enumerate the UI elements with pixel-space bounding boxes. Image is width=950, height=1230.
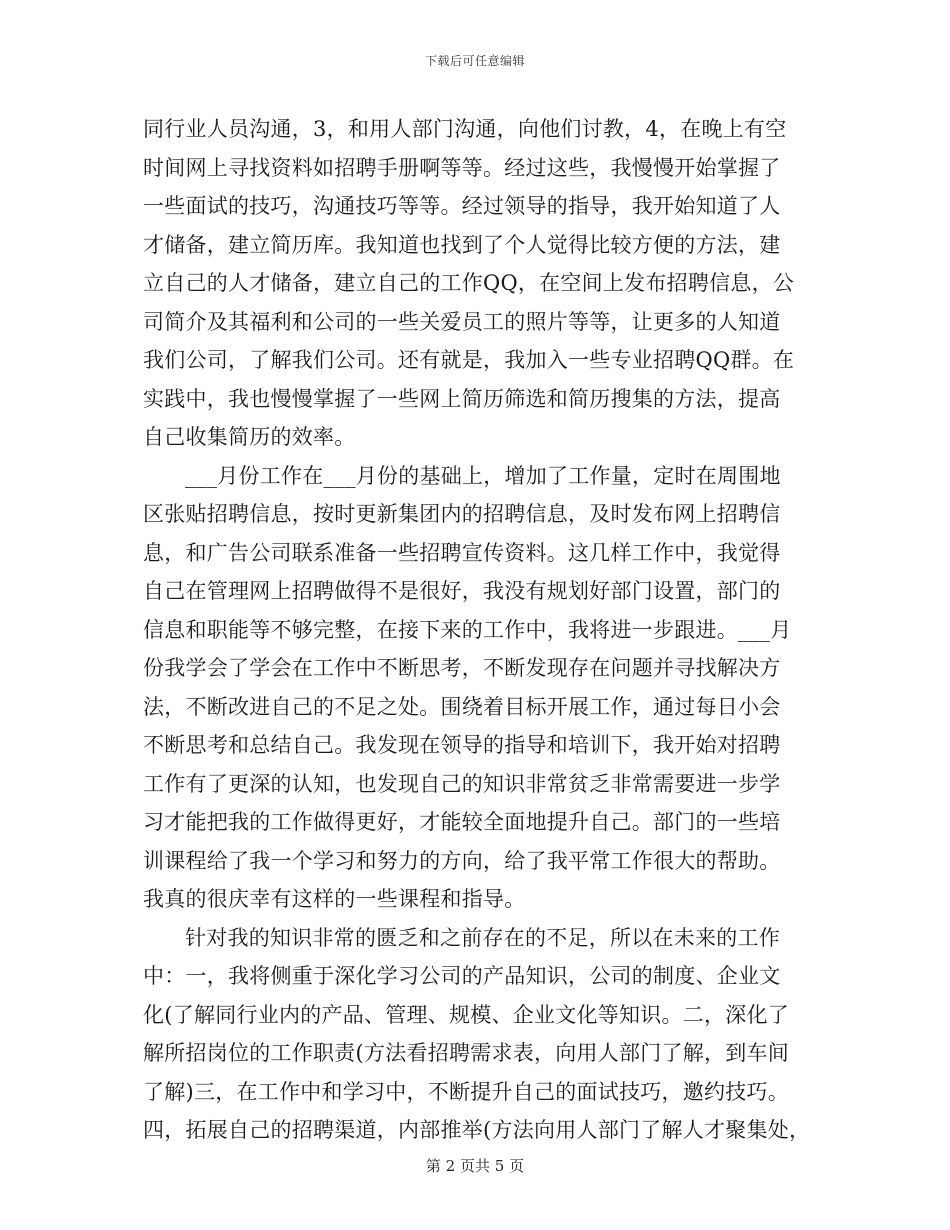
paragraph-1-line: 实践中，我也慢慢掌握了一些网上简历筛选和简历搜集的方法，提高 xyxy=(143,386,781,411)
paragraph-2-line: 训课程给了我一个学习和努力的方向，给了我平常工作很大的帮助。 xyxy=(143,848,781,873)
paragraph-1-line: 司简介及其福利和公司的一些关爱员工的照片等等，让更多的人知道 xyxy=(143,309,781,334)
paragraph-2-line: 法，不断改进自己的不足之处。围绕着目标开展工作，通过每日小会 xyxy=(143,694,781,719)
paragraph-3-line: 针对我的知识非常的匮乏和之前存在的不足，所以在未来的工作 xyxy=(185,925,780,950)
paragraph-2-line: 份我学会了学会在工作中不断思考，不断发现存在问题并寻找解决方 xyxy=(143,656,781,680)
page-header: 下载后可任意编辑 xyxy=(424,54,525,68)
page-number-footer: 第 2 页共 5 页 xyxy=(425,1157,525,1175)
paragraph-2-line: 区张贴招聘信息，按时更新集团内的招聘信息，及时发布网上招聘信 xyxy=(143,502,781,526)
paragraph-1-line: 同行业人员沟通，3，和用人部门沟通，向他们讨教，4，在晚上有空 xyxy=(143,117,787,141)
paragraph-2-line: ___月份工作在___月份的基础上，增加了工作量，定时在周围地 xyxy=(185,463,781,488)
paragraph-3-line: 中：一，我将侧重于深化学习公司的产品知识，公司的制度、企业文 xyxy=(143,964,781,988)
paragraph-2-line: 自己在管理网上招聘做得不是很好，我没有规划好部门设置，部门的 xyxy=(143,579,781,603)
paragraph-3-line: 化(了解同行业内的产品、管理、规模、企业文化等知识。二，深化了 xyxy=(143,1002,789,1027)
paragraph-1-line: 立自己的人才储备，建立自己的工作QQ，在空间上发布招聘信息，公 xyxy=(143,271,795,295)
paragraph-2-line: 信息和职能等不够完整，在接下来的工作中，我将进一步跟进。___月 xyxy=(143,617,792,642)
paragraph-2-line: 习才能把我的工作做得更好，才能较全面地提升自己。部门的一些培 xyxy=(143,810,781,834)
paragraph-3-line: 解所招岗位的工作职责(方法看招聘需求表，向用人部门了解，到车间 xyxy=(143,1041,789,1065)
document-body xyxy=(143,110,823,1150)
paragraph-1-line: 才储备，建立简历库。我知道也找到了个人觉得比较方便的方法，建 xyxy=(143,232,781,257)
paragraph-2-line: 工作有了更深的认知，也发现自己的知识非常贫乏非常需要进一步学 xyxy=(143,771,781,796)
paragraph-3-line: 了解)三，在工作中和学习中，不断提升自己的面试技巧，邀约技巧。 xyxy=(143,1079,789,1104)
paragraph-1-line: 时间网上寻找资料如招聘手册啊等等。经过这些，我慢慢开始掌握了 xyxy=(143,155,781,180)
paragraph-2-line: 息，和广告公司联系准备一些招聘宣传资料。这几样工作中，我觉得 xyxy=(143,540,781,565)
paragraph-3-line: 四，拓展自己的招聘渠道，内部推举(方法向用人部门了解人才聚集处， xyxy=(143,1118,811,1142)
paragraph-1-line: 我们公司，了解我们公司。还有就是，我加入一些专业招聘QQ群。在 xyxy=(143,348,795,372)
paragraph-1-line: 自己收集简历的效率。 xyxy=(143,425,356,449)
paragraph-2-line: 我真的很庆幸有这样的一些课程和指导。 xyxy=(143,887,526,911)
paragraph-2-line: 不断思考和总结自己。我发现在领导的指导和培训下，我开始对招聘 xyxy=(143,733,781,757)
paragraph-1-line: 一些面试的技巧，沟通技巧等等。经过领导的指导，我开始知道了人 xyxy=(143,194,781,218)
